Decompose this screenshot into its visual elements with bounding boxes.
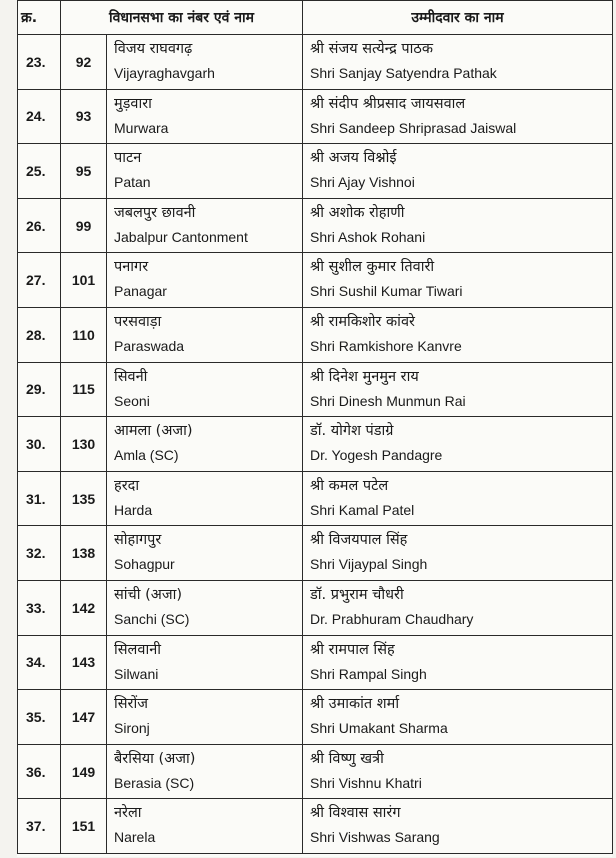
- constituency-number: 115: [61, 362, 107, 417]
- constituency-name-hindi: सिलवानी: [114, 641, 162, 658]
- candidate-name-english: Shri Sandeep Shriprasad Jaiswal: [310, 119, 517, 136]
- constituency-number: 93: [61, 89, 107, 144]
- candidate-name-english: Shri Vishnu Khatri: [310, 774, 422, 791]
- constituency-name-english: Sohagpur: [114, 556, 175, 573]
- candidate-name-hindi: श्री रामपाल सिंह: [310, 641, 395, 658]
- constituency-number: 135: [61, 471, 107, 526]
- candidate-table: [17, 0, 613, 854]
- serial-number: 23.: [18, 35, 61, 90]
- constituency-name-hindi: परसवाड़ा: [114, 313, 162, 330]
- constituency-name-english: Murwara: [114, 119, 169, 136]
- constituency-cell: [107, 471, 303, 526]
- candidate-name-english: Shri Ramkishore Kanvre: [310, 337, 462, 354]
- constituency-cell: [107, 89, 303, 144]
- constituency-name-english: Amla (SC): [114, 447, 179, 464]
- constituency-name-hindi: पाटन: [114, 150, 142, 167]
- candidate-cell: [303, 417, 613, 472]
- table-row: [18, 198, 613, 253]
- table-row: [18, 417, 613, 472]
- constituency-cell: [107, 362, 303, 417]
- candidate-name-hindi: डॉ. प्रभुराम चौधरी: [310, 586, 404, 603]
- table-header: [18, 1, 613, 35]
- header-row: [18, 1, 613, 35]
- constituency-cell: [107, 198, 303, 253]
- constituency-cell: [107, 253, 303, 308]
- constituency-number: 151: [61, 799, 107, 854]
- constituency-name-hindi: विजय राघवगढ़: [114, 41, 193, 57]
- serial-number: 24.: [18, 89, 61, 144]
- candidate-cell: [303, 35, 613, 90]
- constituency-number: 101: [61, 253, 107, 308]
- serial-number: 25.: [18, 144, 61, 199]
- serial-number: 31.: [18, 471, 61, 526]
- constituency-name-hindi: सिरोंज: [114, 696, 149, 713]
- candidate-name-english: Shri Umakant Sharma: [310, 720, 448, 737]
- candidate-name-hindi: श्री दिनेश मुनमुन राय: [310, 368, 419, 385]
- candidate-cell: [303, 799, 613, 854]
- constituency-cell: [107, 635, 303, 690]
- constituency-name-hindi: आमला (अजा): [114, 423, 193, 440]
- constituency-cell: [107, 417, 303, 472]
- constituency-name-english: Jabalpur Cantonment: [114, 228, 248, 245]
- candidate-cell: [303, 635, 613, 690]
- constituency-number: 138: [61, 526, 107, 581]
- constituency-name-english: Sironj: [114, 720, 150, 737]
- constituency-name-english: Silwani: [114, 665, 159, 682]
- candidate-name-hindi: श्री संदीप श्रीप्रसाद जायसवाल: [310, 95, 466, 112]
- candidate-name-english: Shri Vishwas Sarang: [310, 829, 440, 846]
- serial-number: 35.: [18, 690, 61, 745]
- candidate-name-hindi: श्री संजय सत्येन्द्र पाठक: [310, 41, 433, 57]
- table-row: [18, 580, 613, 635]
- constituency-name-english: Narela: [114, 829, 156, 846]
- candidate-name-hindi: श्री विश्वास सारंग: [310, 805, 401, 822]
- constituency-number: 110: [61, 307, 107, 362]
- serial-number: 34.: [18, 635, 61, 690]
- table-row: [18, 89, 613, 144]
- candidate-name-english: Shri Ajay Vishnoi: [310, 174, 415, 191]
- candidate-cell: [303, 307, 613, 362]
- constituency-number: 143: [61, 635, 107, 690]
- candidate-name-hindi: श्री अजय विश्नोई: [310, 150, 397, 167]
- candidate-name-hindi: श्री सुशील कुमार तिवारी: [310, 259, 435, 276]
- constituency-name-hindi: सिवनी: [114, 368, 148, 385]
- candidate-name-hindi: श्री विष्णु खत्री: [310, 750, 384, 767]
- candidate-name-english: Shri Sanjay Satyendra Pathak: [310, 65, 497, 81]
- constituency-cell: [107, 799, 303, 854]
- constituency-number: 92: [61, 35, 107, 90]
- constituency-number: 95: [61, 144, 107, 199]
- constituency-header: विधानसभा का नंबर एवं नाम: [61, 1, 303, 35]
- constituency-cell: [107, 526, 303, 581]
- table-row: [18, 35, 613, 90]
- constituency-number: 130: [61, 417, 107, 472]
- serial-number: 30.: [18, 417, 61, 472]
- table-body: [18, 35, 613, 854]
- candidate-name-english: Dr. Yogesh Pandagre: [310, 447, 443, 464]
- constituency-name-hindi: हरदा: [114, 477, 140, 494]
- constituency-number: 99: [61, 198, 107, 253]
- candidate-name-english: Shri Rampal Singh: [310, 665, 427, 682]
- constituency-name-english: Vijayraghavgarh: [114, 65, 215, 81]
- table-row: [18, 253, 613, 308]
- constituency-number: 147: [61, 690, 107, 745]
- constituency-name-hindi: मुड़वारा: [114, 95, 152, 112]
- candidate-cell: [303, 580, 613, 635]
- constituency-number: 142: [61, 580, 107, 635]
- candidate-name-hindi: श्री रामकिशोर कांवरे: [310, 313, 415, 330]
- table-row: [18, 744, 613, 799]
- serial-number: 29.: [18, 362, 61, 417]
- constituency-name-english: Harda: [114, 501, 153, 518]
- serial-number: 36.: [18, 744, 61, 799]
- table-row: [18, 526, 613, 581]
- candidate-cell: [303, 144, 613, 199]
- table-row: [18, 799, 613, 854]
- constituency-name-english: Patan: [114, 174, 151, 191]
- constituency-name-hindi: सोहागपुर: [114, 532, 162, 549]
- constituency-name-english: Seoni: [114, 392, 150, 409]
- constituency-name-hindi: पनागर: [114, 259, 149, 276]
- candidate-cell: [303, 89, 613, 144]
- candidate-cell: [303, 744, 613, 799]
- candidate-name-hindi: श्री उमाकांत शर्मा: [310, 696, 400, 713]
- constituency-name-english: Sanchi (SC): [114, 610, 190, 627]
- candidate-name-hindi: श्री अशोक रोहाणी: [310, 204, 405, 221]
- constituency-cell: [107, 690, 303, 745]
- serial-number: 33.: [18, 580, 61, 635]
- candidate-name-english: Shri Sushil Kumar Tiwari: [310, 283, 463, 300]
- table-row: [18, 362, 613, 417]
- constituency-name-hindi: नरेला: [114, 805, 142, 822]
- constituency-name-english: Berasia (SC): [114, 774, 195, 791]
- candidate-name-hindi: श्री कमल पटेल: [310, 477, 389, 494]
- constituency-cell: [107, 580, 303, 635]
- serial-header: क्र.: [18, 1, 61, 35]
- candidate-name-hindi: डॉ. योगेश पंडाग्रे: [310, 423, 394, 440]
- constituency-cell: [107, 35, 303, 90]
- table-row: [18, 690, 613, 745]
- candidate-header: उम्मीदवार का नाम: [303, 1, 613, 35]
- candidate-name-hindi: श्री विजयपाल सिंह: [310, 532, 408, 549]
- candidate-name-english: Shri Kamal Patel: [310, 501, 415, 518]
- candidate-cell: [303, 471, 613, 526]
- constituency-name-english: Paraswada: [114, 337, 185, 354]
- candidate-name-english: Dr. Prabhuram Chaudhary: [310, 610, 474, 627]
- candidate-cell: [303, 526, 613, 581]
- table-row: [18, 471, 613, 526]
- candidate-cell: [303, 690, 613, 745]
- candidate-cell: [303, 253, 613, 308]
- constituency-name-english: Panagar: [114, 283, 167, 300]
- candidate-name-english: Shri Ashok Rohani: [310, 228, 426, 245]
- constituency-cell: [107, 307, 303, 362]
- constituency-name-hindi: जबलपुर छावनी: [114, 204, 196, 221]
- candidate-list-page: [17, 0, 612, 857]
- serial-number: 26.: [18, 198, 61, 253]
- candidate-cell: [303, 198, 613, 253]
- constituency-cell: [107, 744, 303, 799]
- constituency-name-hindi: बैरसिया (अजा): [114, 750, 196, 767]
- table-row: [18, 144, 613, 199]
- table-row: [18, 635, 613, 690]
- constituency-name-hindi: सांची (अजा): [114, 586, 183, 603]
- candidate-name-english: Shri Dinesh Munmun Rai: [310, 392, 466, 409]
- serial-number: 37.: [18, 799, 61, 854]
- serial-number: 32.: [18, 526, 61, 581]
- constituency-number: 149: [61, 744, 107, 799]
- candidate-cell: [303, 362, 613, 417]
- constituency-cell: [107, 144, 303, 199]
- serial-number: 28.: [18, 307, 61, 362]
- table-row: [18, 307, 613, 362]
- serial-number: 27.: [18, 253, 61, 308]
- candidate-name-english: Shri Vijaypal Singh: [310, 556, 428, 573]
